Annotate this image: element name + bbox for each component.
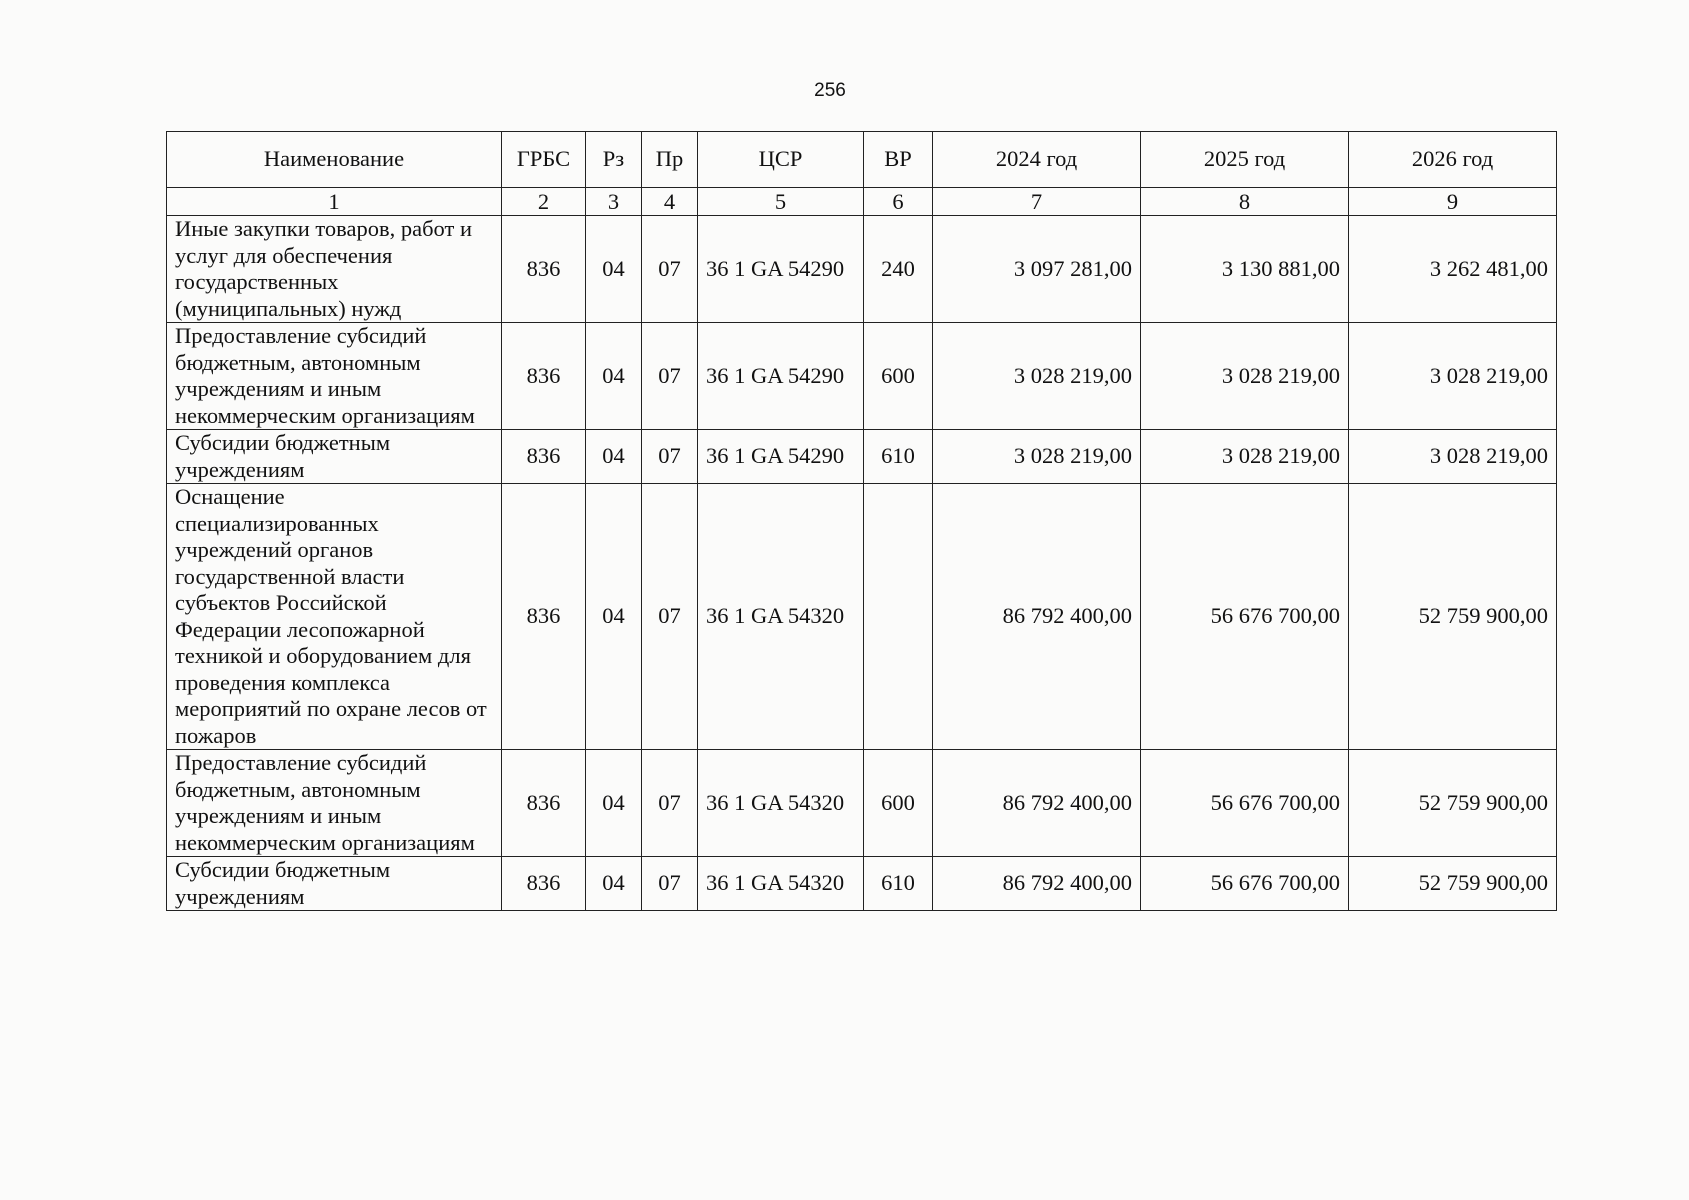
cell-csr: 36 1 GA 54290	[698, 430, 864, 484]
cell-name: Оснащение специализированных учреждений органов государственной власти субъектов Российской Федерации лесопожарной техникой и оборудованием для проведения комплекса мероприятий по охране лесов от пожаров	[167, 484, 502, 750]
cell-2026: 52 759 900,00	[1349, 857, 1557, 911]
cell-name: Иные закупки товаров, работ и услуг для обеспечения государственных (муниципальных) нужд	[167, 216, 502, 323]
table-row	[167, 216, 1557, 323]
cell-csr: 36 1 GA 54290	[698, 323, 864, 430]
cell-csr: 36 1 GA 54320	[698, 484, 864, 750]
cell-grbs: 836	[502, 857, 586, 911]
table-row	[167, 484, 1557, 750]
cell-2025: 3 028 219,00	[1141, 323, 1349, 430]
column-number: 7	[933, 188, 1141, 216]
cell-2025: 3 130 881,00	[1141, 216, 1349, 323]
column-number: 6	[864, 188, 933, 216]
cell-rz: 04	[586, 750, 642, 857]
cell-grbs: 836	[502, 484, 586, 750]
cell-vr	[864, 484, 933, 750]
cell-pr: 07	[642, 216, 698, 323]
cell-grbs: 836	[502, 216, 586, 323]
cell-2025: 3 028 219,00	[1141, 430, 1349, 484]
column-number: 2	[502, 188, 586, 216]
cell-name: Субсидии бюджетным учреждениям	[167, 857, 502, 911]
header-2025: 2025 год	[1141, 132, 1349, 188]
column-number: 9	[1349, 188, 1557, 216]
header-csr: ЦСР	[698, 132, 864, 188]
cell-vr: 240	[864, 216, 933, 323]
cell-rz: 04	[586, 323, 642, 430]
cell-2024: 3 028 219,00	[933, 323, 1141, 430]
column-number-row	[167, 188, 1557, 216]
cell-rz: 04	[586, 484, 642, 750]
cell-2024: 86 792 400,00	[933, 484, 1141, 750]
cell-2024: 86 792 400,00	[933, 857, 1141, 911]
header-vr: ВР	[864, 132, 933, 188]
budget-table	[166, 131, 1557, 911]
cell-2026: 52 759 900,00	[1349, 750, 1557, 857]
cell-name: Предоставление субсидий бюджетным, автономным учреждениям и иным некоммерческим организациям	[167, 750, 502, 857]
cell-grbs: 836	[502, 430, 586, 484]
cell-pr: 07	[642, 323, 698, 430]
table-row	[167, 323, 1557, 430]
cell-rz: 04	[586, 216, 642, 323]
cell-vr: 610	[864, 857, 933, 911]
cell-vr: 610	[864, 430, 933, 484]
cell-csr: 36 1 GA 54290	[698, 216, 864, 323]
cell-2025: 56 676 700,00	[1141, 484, 1349, 750]
cell-2026: 3 262 481,00	[1349, 216, 1557, 323]
column-number: 1	[167, 188, 502, 216]
page-number: 256	[814, 80, 846, 101]
column-number: 5	[698, 188, 864, 216]
cell-pr: 07	[642, 857, 698, 911]
header-name: Наименование	[167, 132, 502, 188]
header-pr: Пр	[642, 132, 698, 188]
cell-vr: 600	[864, 750, 933, 857]
cell-csr: 36 1 GA 54320	[698, 750, 864, 857]
cell-2025: 56 676 700,00	[1141, 857, 1349, 911]
header-2026: 2026 год	[1349, 132, 1557, 188]
column-number: 4	[642, 188, 698, 216]
cell-2026: 3 028 219,00	[1349, 323, 1557, 430]
cell-name: Субсидии бюджетным учреждениям	[167, 430, 502, 484]
cell-rz: 04	[586, 857, 642, 911]
header-row	[167, 132, 1557, 188]
table-row	[167, 857, 1557, 911]
cell-2024: 3 028 219,00	[933, 430, 1141, 484]
table-row	[167, 430, 1557, 484]
column-number: 3	[586, 188, 642, 216]
cell-name: Предоставление субсидий бюджетным, автономным учреждениям и иным некоммерческим организациям	[167, 323, 502, 430]
cell-csr: 36 1 GA 54320	[698, 857, 864, 911]
column-number: 8	[1141, 188, 1349, 216]
cell-2025: 56 676 700,00	[1141, 750, 1349, 857]
cell-2026: 3 028 219,00	[1349, 430, 1557, 484]
header-grbs: ГРБС	[502, 132, 586, 188]
cell-2024: 3 097 281,00	[933, 216, 1141, 323]
cell-rz: 04	[586, 430, 642, 484]
cell-pr: 07	[642, 484, 698, 750]
cell-grbs: 836	[502, 323, 586, 430]
header-rz: Рз	[586, 132, 642, 188]
cell-grbs: 836	[502, 750, 586, 857]
cell-2026: 52 759 900,00	[1349, 484, 1557, 750]
cell-pr: 07	[642, 430, 698, 484]
cell-2024: 86 792 400,00	[933, 750, 1141, 857]
cell-vr: 600	[864, 323, 933, 430]
header-2024: 2024 год	[933, 132, 1141, 188]
table-row	[167, 750, 1557, 857]
cell-pr: 07	[642, 750, 698, 857]
